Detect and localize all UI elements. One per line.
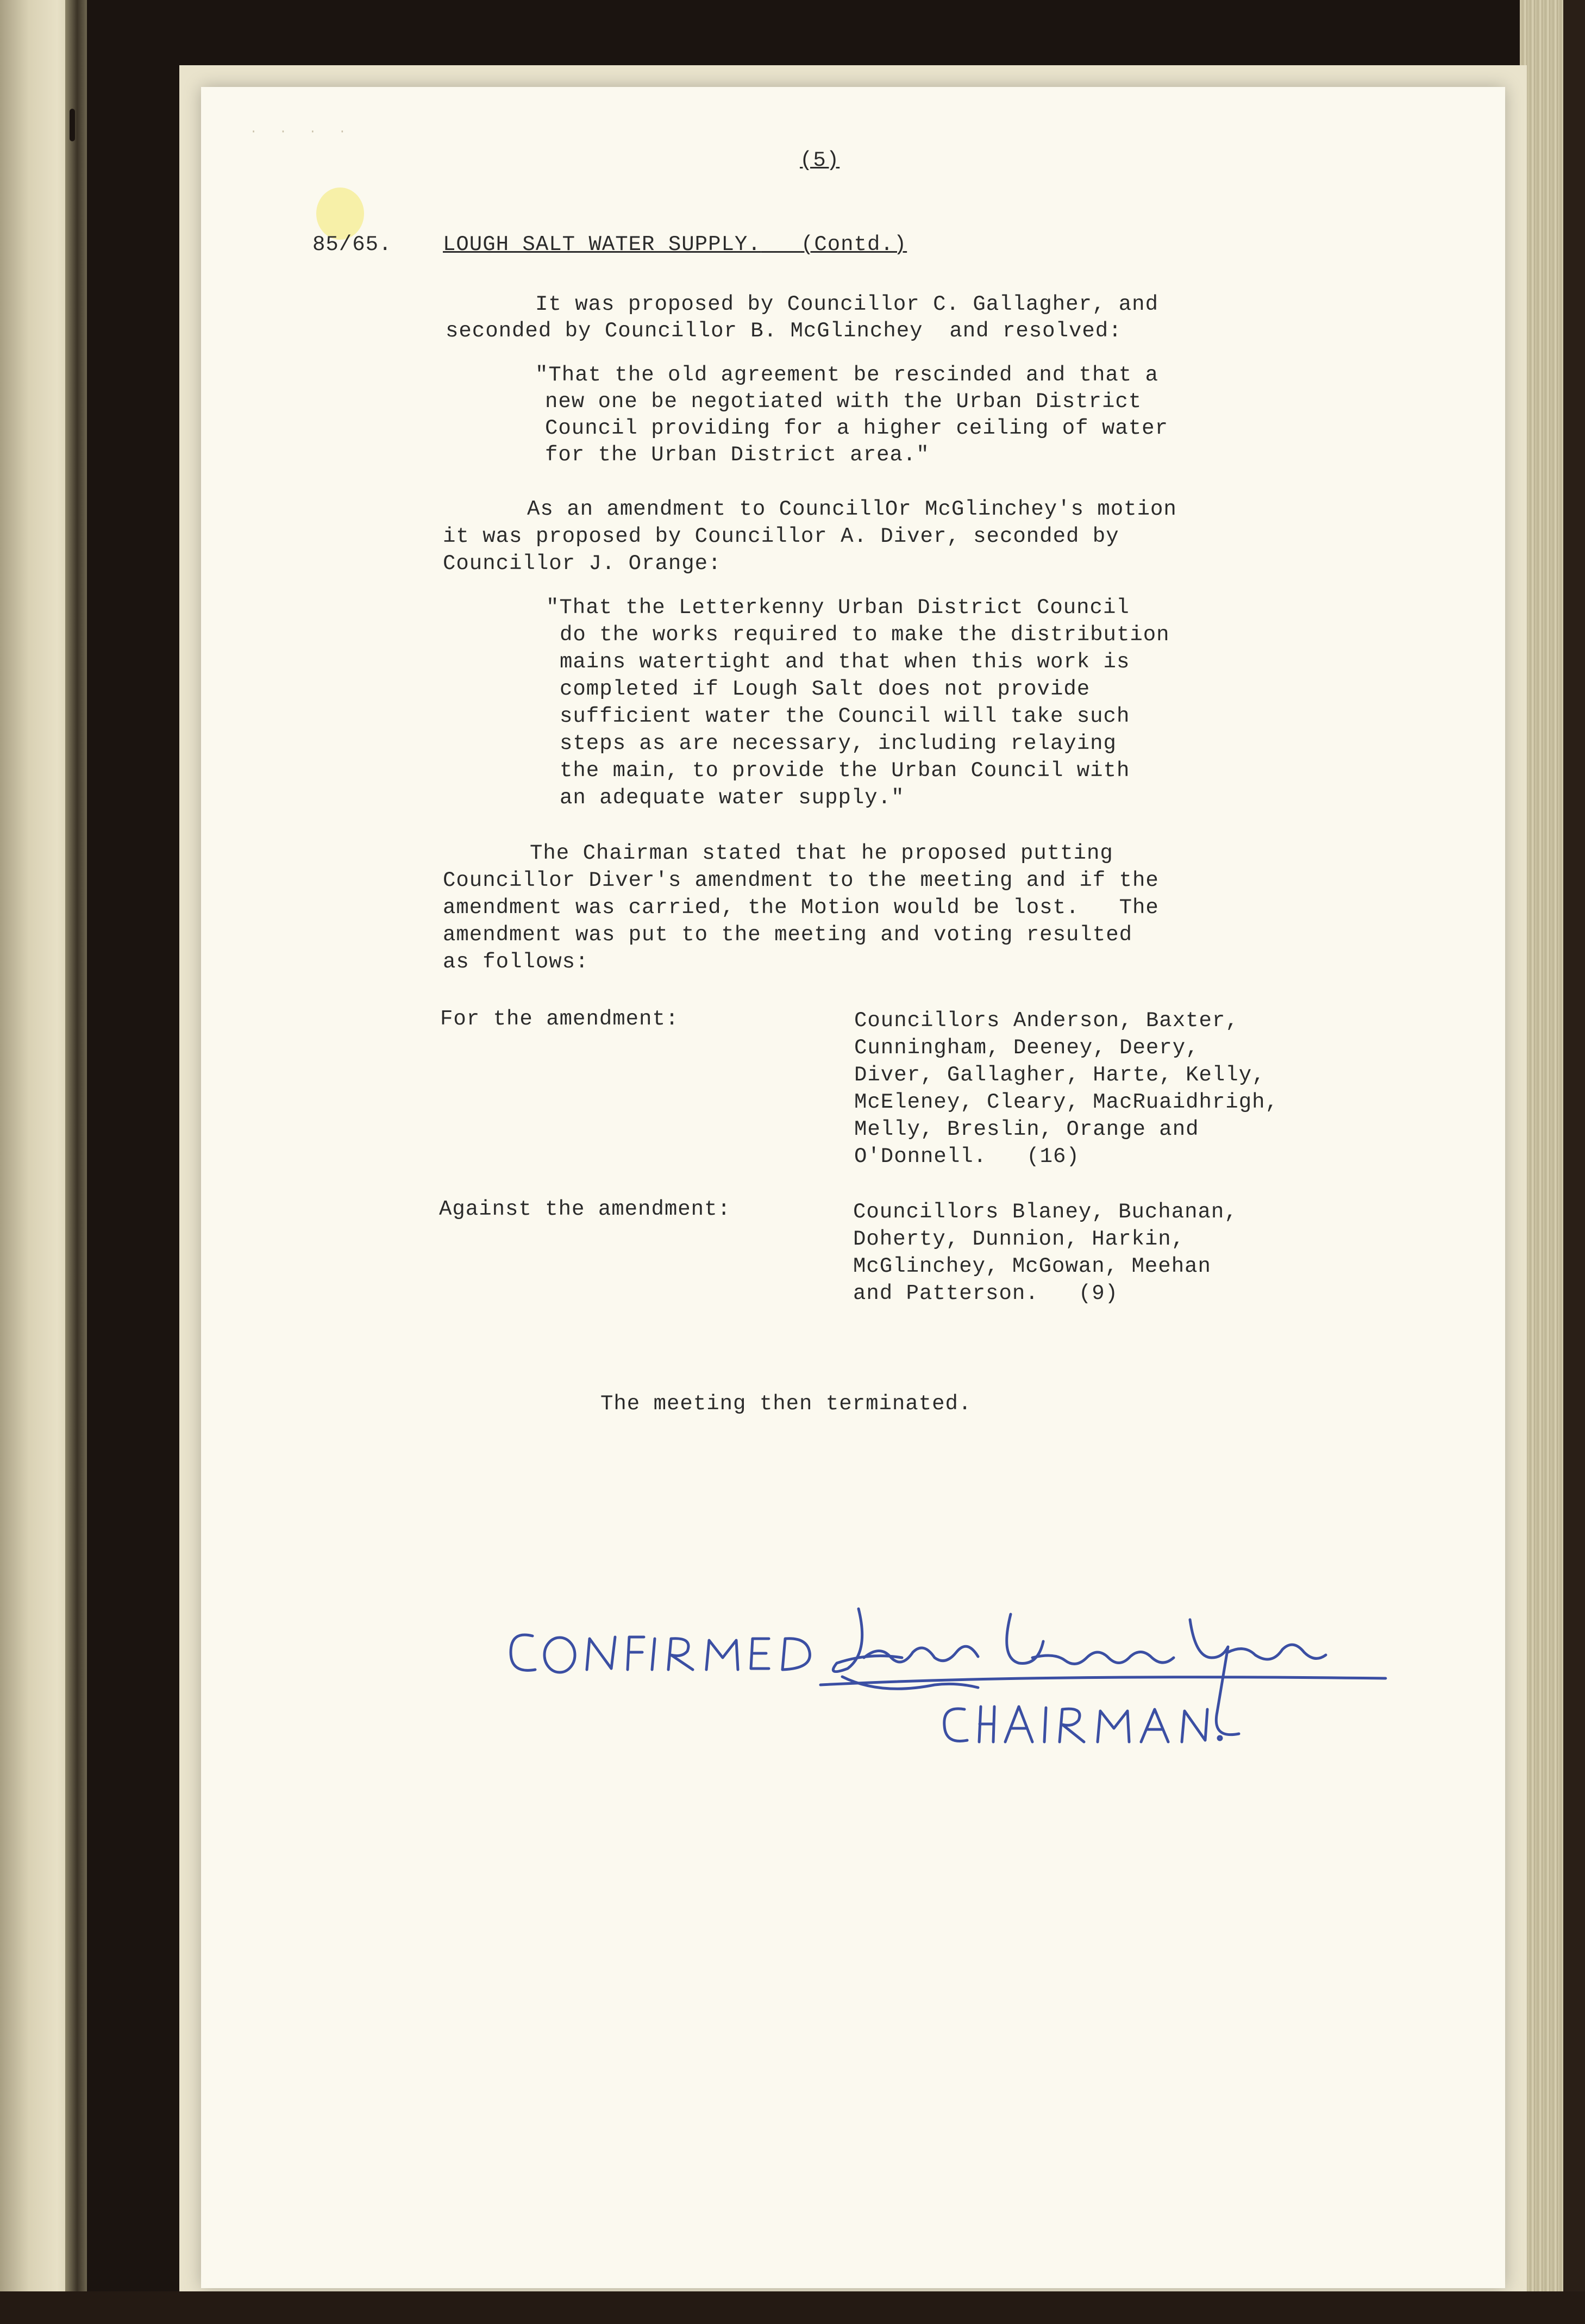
section-heading bbox=[443, 231, 907, 258]
vote-against-names: Councillors Blaney, Buchanan, bbox=[853, 1200, 1238, 1224]
vote-against-label: Against the amendment: bbox=[439, 1197, 731, 1221]
para3-line: as follows: bbox=[443, 950, 589, 974]
vote-against-names: Doherty, Dunnion, Harkin, bbox=[853, 1227, 1185, 1251]
vote-against-names: and Patterson. (9) bbox=[853, 1282, 1119, 1305]
para2-line: it was proposed by Councillor A. Diver, seconded by bbox=[443, 524, 1119, 548]
minute-number: 85/65. bbox=[312, 233, 392, 257]
vote-for-names: McEleney, Cleary, MacRuaidhrigh, bbox=[854, 1090, 1279, 1114]
quote2-line: completed if Lough Salt does not provide bbox=[560, 677, 1091, 701]
book-gutter bbox=[65, 0, 87, 2324]
quote2-line: the main, to provide the Urban Council with bbox=[560, 759, 1130, 783]
paper-specks: · · · · bbox=[250, 125, 354, 139]
vote-against-names: McGlinchey, McGowan, Meehan bbox=[853, 1254, 1211, 1278]
quote2-line: do the works required to make the distribution bbox=[560, 623, 1170, 647]
para2-line: Councillor J. Orange: bbox=[443, 552, 722, 576]
vote-for-names: Councillors Anderson, Baxter, bbox=[854, 1009, 1239, 1033]
quote1-line: new one be negotiated with the Urban District bbox=[545, 390, 1142, 414]
vote-for-names: Diver, Gallagher, Harte, Kelly, bbox=[854, 1063, 1266, 1087]
quote1-line: "That the old agreement be rescinded and that a bbox=[535, 363, 1158, 387]
para3-line: amendment was carried, the Motion would be lost. The bbox=[443, 896, 1159, 920]
vote-for-names: O'Donnell. (16) bbox=[854, 1145, 1080, 1169]
para1-line: seconded by Councillor B. McGlinchey and resolved: bbox=[446, 319, 1122, 343]
quote2-line: sufficient water the Council will take such bbox=[560, 704, 1130, 728]
vote-for-names: Cunningham, Deeney, Deery, bbox=[854, 1036, 1199, 1060]
para3-line: amendment was put to the meeting and voting resulted bbox=[443, 923, 1132, 947]
chairman-handwriting bbox=[944, 1707, 1221, 1742]
quote2-line: mains watertight and that when this work is bbox=[560, 650, 1130, 674]
page-edges-shadow bbox=[1563, 0, 1585, 2324]
vote-for-names: Melly, Breslin, Orange and bbox=[854, 1117, 1199, 1141]
para1-line: It was proposed by Councillor C. Gallagher, and bbox=[535, 292, 1158, 316]
page-number: (5) bbox=[800, 148, 840, 172]
quote1-line: Council providing for a higher ceiling of water bbox=[545, 416, 1168, 440]
confirmed-handwriting bbox=[511, 1635, 810, 1672]
vote-for-label: For the amendment: bbox=[440, 1007, 679, 1031]
quote2-line: steps as are necessary, including relaying bbox=[560, 732, 1117, 755]
bottom-shadow bbox=[0, 2291, 1585, 2324]
para2-line: As an amendment to CouncillOr McGlinchey's motion bbox=[527, 497, 1177, 521]
heading-contd: (Contd.) bbox=[800, 233, 907, 257]
handwritten-signature bbox=[489, 1576, 1413, 1756]
quote2-line: an adequate water supply." bbox=[560, 786, 905, 810]
closing-line: The meeting then terminated. bbox=[600, 1392, 972, 1416]
heading-title: LOUGH SALT WATER SUPPLY. bbox=[443, 233, 761, 257]
binding-hole bbox=[70, 109, 75, 141]
quote1-line: for the Urban District area." bbox=[545, 443, 930, 467]
para3-line: The Chairman stated that he proposed putting bbox=[530, 841, 1113, 865]
para3-line: Councillor Diver's amendment to the meeting and if the bbox=[443, 869, 1159, 892]
quote2-line: "That the Letterkenny Urban District Council bbox=[546, 596, 1130, 620]
